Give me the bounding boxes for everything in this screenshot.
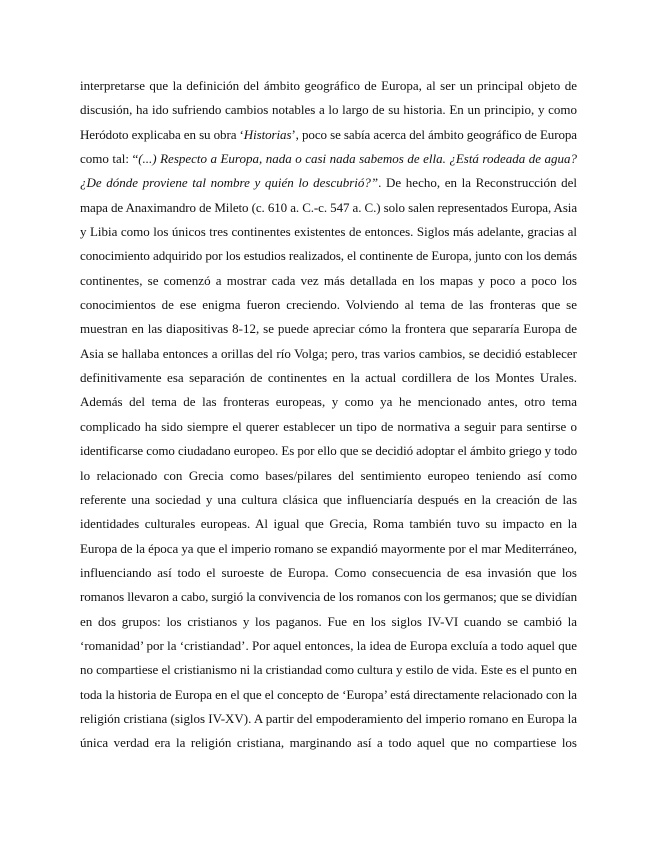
text-line: conocimientos de ese enigma fueron creciendo. Volviendo al tema de las fronteras que se [80,297,577,313]
document-page [80,74,577,756]
text-line: como tal: “(...) Respecto a Europa, nada o casi nada sabemos de ella. ¿Está rodeada de agua? [80,151,577,167]
text-line: Asia se hallaba entonces a orillas del río Volga; pero, tras varios cambios, se decidió establecer [80,345,577,361]
text-line: Además del tema de las fronteras europeas, y como ya he mencionado antes, otro tema [80,394,577,410]
text-line: religión cristiana (siglos IV-XV). A partir del empoderamiento del imperio romano en Europa la [80,710,577,726]
text-line: muestran en las diapositivas 8-12, se puede apreciar cómo la frontera que separaría Europa de [80,321,577,337]
text-line: identificarse como ciudadano europeo. Es por ello que se decidió adoptar el ámbito griego y todo [80,443,577,459]
text-line: interpretarse que la definición del ámbito geográfico de Europa, al ser un principal objeto de [80,78,577,93]
text-line: ‘romanidad’ por la ‘cristiandad’. Por aquel entonces, la idea de Europa excluía a todo aquel que [80,637,577,653]
book-title: Historias [243,126,292,142]
text-line: romanos llevaron a cabo, surgió la convivencia de los romanos con los germanos; que se dividían [80,589,577,605]
text-line: ¿De dónde proviene tal nombre y quién lo descubrió?”. De hecho, en la Reconstrucción del [80,175,577,191]
quotation: (...) Respecto a Europa, nada o casi nada sabemos de ella. ¿Está rodeada de agua? [138,151,577,167]
text-line: mapa de Anaximandro de Mileto (c. 610 a. C.-c. 547 a. C.) solo salen representados Europa, Asia [80,199,577,215]
text-line: única verdad era la religión cristiana, marginando así a todo aquel que no compartiese los [80,735,577,751]
text-line: Heródoto explicaba en su obra ‘Historias’, poco se sabía acerca del ámbito geográfico de Europa [80,126,577,142]
text-line: y Libia como los únicos tres continentes existentes de entonces. Siglos más adelante, gracias al [80,224,577,240]
text-line: en dos grupos: los cristianos y los paganos. Fue en los siglos IV-VI cuando se cambió la [80,613,577,629]
text-line: conocimiento adquirido por los estudios realizados, el continente de Europa, junto con los demás [80,248,577,264]
quotation: ¿De dónde proviene tal nombre y quién lo descubrió?” [80,175,379,191]
text-line: lo relacionado con Grecia como bases/pilares del sentimiento europeo teniendo así como [80,467,577,483]
text-line: referente una sociedad y una cultura clásica que influenciaría después en la creación de las [80,491,577,507]
text-line: Europa de la época ya que el imperio romano se expandió mayormente por el mar Mediterráneo, [80,540,577,556]
text-line: influenciando así todo el suroeste de Europa. Como consecuencia de esa invasión que los [80,564,577,580]
text-line: definitivamente esa separación de continentes en la actual cordillera de los Montes Urales. [80,370,577,386]
text-line: complicado ha sido siempre el querer establecer un tipo de normativa a seguir para sentirse o [80,418,577,434]
text-line: no compartiese el cristianismo ni la cristiandad como cultura y estilo de vida. Este es el punto en [80,662,577,678]
text-line: continentes, se comenzó a mostrar cada vez más detallada en los mapas y poco a poco los [80,272,577,288]
text-line: toda la historia de Europa en el que el concepto de ‘Europa’ está directamente relacionado con la [80,686,577,702]
text-line: identidades culturales europeas. Al igual que Grecia, Roma también tuvo su impacto en la [80,516,577,532]
text-line: discusión, ha ido sufriendo cambios notables a lo largo de su historia. En un principio, y como [80,102,577,118]
